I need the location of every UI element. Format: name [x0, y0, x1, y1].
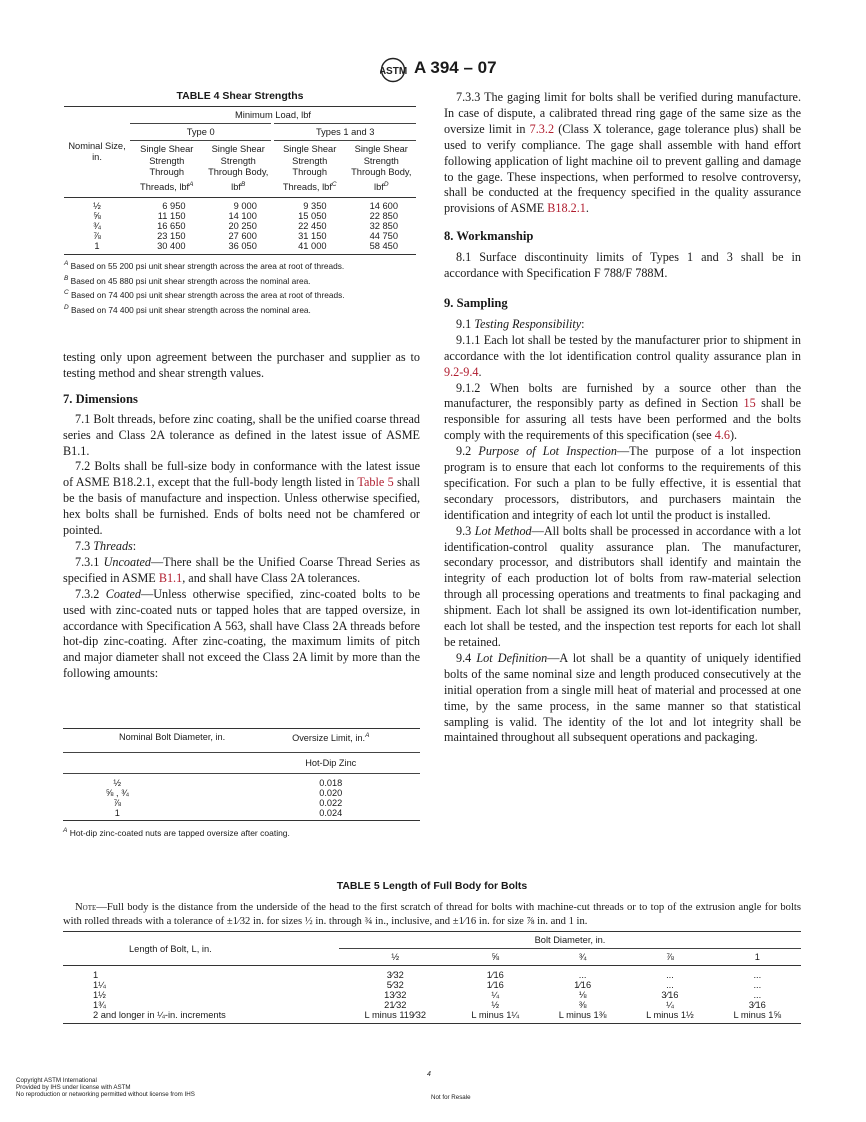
- paragraph-7-3-2: 7.3.2 Coated—Unless otherwise specified, zinc-coated bolts to be used with zinc-coated nuts or tapped holes that are tapped oversize, in accordance with Specification A 563, shall have Class 2A threads before hot-dip zinc-coating. After zinc-coating, the maximum limits of pitch and major diameter shall not exceed the Class 2A limit by more than the following amounts:: [63, 586, 420, 681]
- document-designation: A 394 – 07: [414, 58, 497, 77]
- min-load-header: Minimum Load, lbf: [130, 107, 416, 124]
- table-row: 1 0.024: [63, 808, 420, 821]
- section-8-heading: 8. Workmanship: [444, 229, 534, 244]
- table-4-title: TABLE 4 Shear Strengths: [176, 90, 304, 102]
- col-header-a: Single Shear Strength Through Threads, lbf$^A$: [140, 144, 194, 192]
- astm-logo-icon: [380, 57, 408, 83]
- footnote-c: $^C$ Based on 74 400 psi unit shear strength across the area at root of threads.: [64, 289, 345, 301]
- no-reproduction-line: No reproduction or networking permitted without license from IHS: [16, 1091, 195, 1099]
- ref-4-6-link[interactable]: 4.6: [714, 428, 730, 443]
- table-5-link[interactable]: Table 5: [357, 475, 394, 490]
- oversize-limit-header: Oversize Limit, in.$^A$: [292, 732, 370, 743]
- provided-line: Provided by IHS under license with ASTM: [16, 1084, 131, 1092]
- table-row: ⅝ , ¾ 0.020: [105, 787, 343, 798]
- diameter-col-2: ⅝: [491, 952, 500, 962]
- paragraph-9-3: 9.3 Lot Method—All bolts shall be processed in accordance with a lot identification-control quality assurance plan. The manufacturer, secondary processor, and distributors shall identify and maintain the integrity of each production lot of bolts from raw-material selection through all processing operations and treatments to final packaging and shipment. Each lot shall be assigned its own lot-identification number, each lot shall be tested, and the inspection test reports for each lot shall be retained.: [444, 523, 802, 649]
- paragraph-9-1-1: 9.1.1 Each lot shall be tested by the manufacturer prior to shipment in accordance with the lot identification control quality assurance plan in 9.2-9.4.: [444, 332, 801, 379]
- diameter-col-4: ⅞: [666, 952, 674, 962]
- table-row: ½ 0.018: [113, 777, 343, 788]
- right-column: [444, 90, 801, 746]
- oversize-limit-table: [63, 728, 420, 839]
- paragraph-9-1-2: 9.1.2 When bolts are furnished by a source other than the manufacturer, the responsibly party as defined in Section 15 shall be responsible for assuring all tests have been performed and the bolts comply with the requirements of this specification (see 4.6).: [444, 380, 801, 443]
- paragraph-9-4: 9.4 Lot Definition—A lot shall be a quantity of uniquely identified bolts of the same nominal size and length produced consecutively at the initial operation from a single mill heat of material and processed at one time, by the same process, in the same manner so that statistical sampling is valid. The identity of the lot and lot integrity shall be maintained throughout all subsequent operations and packaging.: [444, 650, 802, 745]
- b1-1-link[interactable]: B1.1: [158, 570, 183, 585]
- type0-header: Type 0: [130, 124, 273, 141]
- footnote-a: $^A$ Based on 55 200 psi unit shear strength across the area at root of threads.: [64, 260, 345, 272]
- diameter-col-5: 1: [754, 952, 760, 962]
- col-header-b: Single Shear Strength Through Body, lbf$^B$: [208, 144, 269, 192]
- col-header-d: Single Shear Strength Through Body, lbf$^D$: [351, 144, 412, 192]
- paragraph-7-3-1: 7.3.1 Uncoated—There shall be the Unified Coarse Thread Series as specified in ASME B1.1, and shall have Class 2A tolerances.: [63, 554, 421, 585]
- section-15-link[interactable]: 15: [743, 396, 756, 411]
- hot-dip-zinc-subheader: Hot-Dip Zinc: [305, 757, 357, 768]
- section-9-heading: 9. Sampling: [444, 295, 508, 310]
- page-number: 4: [427, 1071, 431, 1078]
- oversize-footnote: $^A$ Hot-dip zinc-coated nuts are tapped oversize after coating.: [63, 826, 290, 838]
- table-row: ⅝ 11 150 14 100 15 050 22 850: [93, 211, 398, 222]
- table-row: 2 and longer in ¼-in. increments L minus 119⁄32 L minus 1¼ L minus 1⅜ L minus 1½ L minus 1⅝: [63, 1010, 801, 1024]
- not-for-resale: Not for Resale: [431, 1094, 471, 1101]
- paragraph-7-1: 7.1 Bolt threads, before zinc coating, shall be the unified coarse thread series and Class 2A tolerance as defined in the latest issue of ASME B1.1.: [63, 411, 420, 458]
- continuation-paragraph: testing only upon agreement between the purchaser and supplier as to testing method and shear strength values.: [63, 350, 420, 380]
- b18-2-1-link[interactable]: B18.2.1: [547, 201, 586, 216]
- footnote-b: $^B$ Based on 45 880 psi unit shear strength across the nominal area.: [64, 274, 311, 286]
- table-4-footnotes: [64, 258, 416, 316]
- footnote-d: $^D$ Based on 74 400 psi unit shear strength across the nominal area.: [64, 303, 311, 315]
- copyright-line: Copyright ASTM International: [16, 1077, 97, 1084]
- table-5-title: TABLE 5 Length of Full Body for Bolts: [336, 880, 528, 892]
- diameter-col-1: ½: [391, 952, 400, 962]
- ref-9-2-9-4-link[interactable]: 9.2-9.4: [444, 364, 479, 379]
- table-row: 1½ 13⁄32 ¼ ⅛ 3⁄16 ...: [93, 990, 762, 1000]
- table-row: 1 30 400 36 050 41 000 58 450: [64, 241, 416, 255]
- paragraph-7-3-3: 7.3.3 The gaging limit for bolts shall be verified during manufacture. In case of dispute, a calibrated thread ring gage of the same size as the oversize limit in 7.3.2 (Class X tolerance, gage tolerance plus) shall be used to verify compliance. The gage shall assemble with hand effort following application of light machine oil to prevent galling and damage to the gage. These inspections, when performed to resolve controversy, shall be conducted at the frequency specified in the quality assurance provisions of ASME B18.2.1.: [444, 90, 802, 216]
- section-7-heading: 7. Dimensions: [63, 391, 138, 406]
- length-of-bolt-header: Length of Bolt, L, in.: [129, 943, 212, 954]
- bolt-diameter-header: Bolt Diameter, in.: [339, 932, 801, 949]
- types13-header: Types 1 and 3: [273, 124, 416, 141]
- paragraph-7-2: 7.2 Bolts shall be full-size body in conformance with the latest issue of ASME B18.2.1, except that the full-body length listed in Table 5 shall be the basis of manufacture and inspection. Unless otherwise specified, hex bolts shall be furnished. Ends of bolts need not be chamfered or pointed.: [63, 459, 420, 538]
- paragraph-8-1: 8.1 Surface discontinuity limits of Types 1 and 3 shall be in accordance with Specification F 788/F 788M.: [444, 250, 801, 281]
- left-column: [63, 350, 420, 682]
- paragraph-9-1: 9.1 Testing Responsibility:: [456, 316, 585, 331]
- table-row: 1¼ 5⁄32 1⁄16 1⁄16 ... ...: [93, 980, 762, 990]
- table-row: ¾ 16 650 20 250 22 450 32 850: [93, 221, 398, 232]
- copyright-notice: [16, 1077, 195, 1099]
- table-row: ½ 6 950 9 000 9 350 14 600: [93, 201, 398, 212]
- nominal-bolt-diameter-header: Nominal Bolt Diameter, in.: [119, 732, 226, 742]
- table-row: ⅞ 0.022: [113, 797, 343, 808]
- svg-text:ASTM: ASTM: [380, 66, 408, 77]
- ref-7-3-2-link[interactable]: 7.3.2: [529, 121, 555, 136]
- table-row: 1¾ 21⁄32 ½ ⅜ ¼ 3⁄16: [93, 1000, 766, 1010]
- nominal-size-header: Nominal Size, in.: [68, 141, 126, 163]
- table-5-note: Note—Full body is the distance from the underside of the head to the first scratch of thread for bolts with machine-cut threads or to top of the extrusion angle for bolts with rolled threads with a tolerance of ±1⁄32 in. for sizes ½ in. through ¾ in., inclusive, and ±1⁄16 in. for size ⅞ in. and 1 in.: [63, 902, 801, 927]
- col-header-c: Single Shear Strength Through Threads, lbf$^C$: [282, 144, 337, 192]
- table-row: ⅞ 23 150 27 600 31 150 44 750: [93, 231, 398, 242]
- paragraph-9-2: 9.2 Purpose of Lot Inspection—The purpose of a lot inspection program is to ensure that each lot conforms to the requirements of this specification. For such a plan to be fully effective, it is essential that secondary processors, distributors, and purchasers maintain the identification and integrity of each lot until the product is installed.: [444, 444, 801, 522]
- table-row: 1 3⁄32 1⁄16 ... ... ...: [93, 970, 762, 980]
- paragraph-7-3: 7.3 Threads:: [75, 538, 137, 553]
- diameter-col-3: ¾: [578, 952, 587, 962]
- table-4-shear-strengths: [64, 90, 416, 316]
- table-5-full-body-length: [63, 880, 801, 1024]
